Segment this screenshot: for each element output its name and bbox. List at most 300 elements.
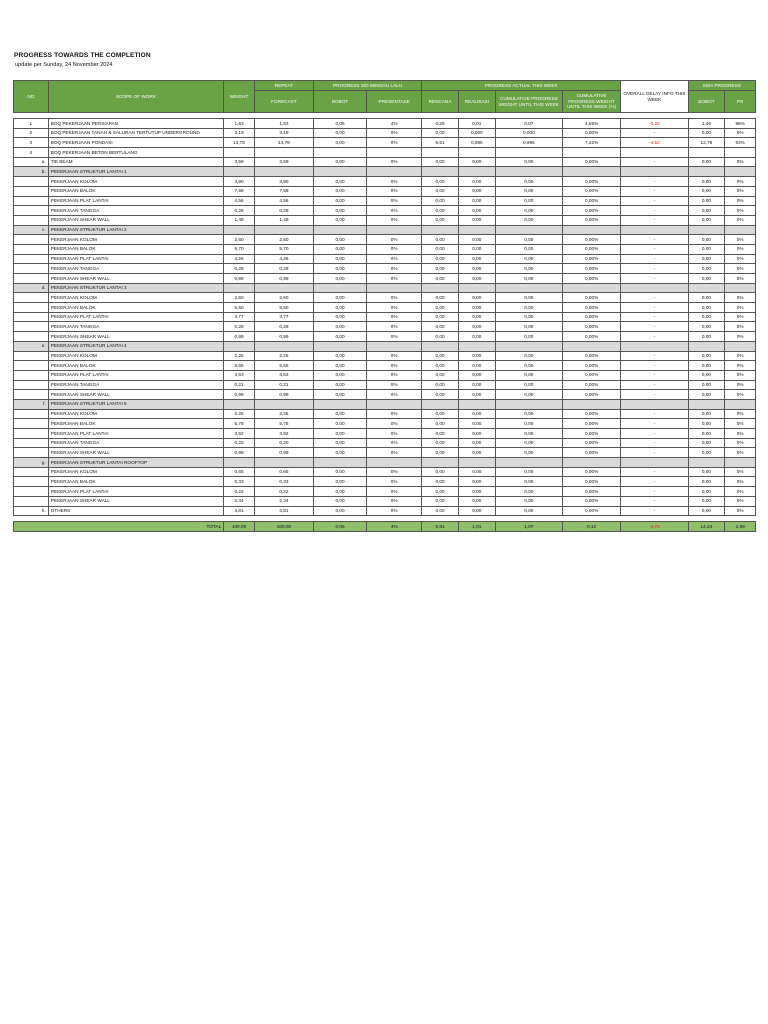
rencana-cell: 0,00: [422, 370, 459, 380]
table-row: [14, 293, 756, 303]
forecast-cell: [254, 148, 313, 158]
row-number: h.: [14, 506, 49, 516]
weight-cell: 2,25: [224, 409, 255, 419]
col-cum-weight: CUMULATIVE PROGRESS WEIGHT UNTIL THIS WEEK: [495, 91, 562, 113]
cum-weight-cell: 0,00: [495, 390, 562, 400]
sisa-bobot-cell: 0,00: [688, 312, 725, 322]
presentase-cell: 0%: [367, 177, 422, 187]
bobot-cell: 0,00: [314, 351, 367, 361]
bobot-cell: 0,00: [314, 215, 367, 225]
cum-pct-cell: 0,00%: [563, 467, 621, 477]
forecast-cell: 3,53: [254, 370, 313, 380]
rencana-cell: 0,00: [422, 351, 459, 361]
ps-cell: 0%: [725, 177, 756, 187]
forecast-cell: 0,99: [254, 390, 313, 400]
cum-weight-cell: 0,00: [495, 448, 562, 458]
realisasi-cell: 0,00: [458, 351, 495, 361]
rencana-cell: 0,00: [422, 390, 459, 400]
empty-cell: [422, 341, 459, 351]
rencana-cell: 0,00: [422, 467, 459, 477]
table-row: [14, 215, 756, 225]
row-number: [14, 332, 49, 342]
ps-cell: 0%: [725, 448, 756, 458]
cum-pct-cell: 4,65%: [563, 119, 621, 129]
cum-pct-cell: 0,00%: [563, 351, 621, 361]
row-number: [14, 274, 49, 284]
empty-cell: [621, 458, 688, 468]
table-row: [14, 128, 756, 138]
rencana-cell: 0,00: [422, 196, 459, 206]
presentase-cell: 0%: [367, 206, 422, 216]
empty-cell: [254, 341, 313, 351]
cum-pct-cell: 0,00%: [563, 438, 621, 448]
cum-pct-cell: 0,00%: [563, 157, 621, 167]
table-row: [14, 496, 756, 506]
scope-cell: PEKERJAAN STRUKTUR LANTAI 3: [48, 283, 224, 293]
empty-cell: [725, 225, 756, 235]
delay-cell: -: [621, 196, 688, 206]
forecast-cell: 0,22: [254, 487, 313, 497]
weight-cell: 4,56: [224, 196, 255, 206]
bobot-cell: 0,00: [314, 477, 367, 487]
presentase-cell: 0%: [367, 380, 422, 390]
sisa-bobot-cell: 0,00: [688, 370, 725, 380]
delay-cell: -: [621, 419, 688, 429]
realisasi-cell: 0,00: [458, 322, 495, 332]
table-row: [14, 487, 756, 497]
weight-cell: 3,92: [224, 429, 255, 439]
rencana-cell: 0,00: [422, 380, 459, 390]
rencana-cell: 0,00: [422, 312, 459, 322]
sisa-bobot-cell: 0,00: [688, 177, 725, 187]
bobot-cell: 0,00: [314, 370, 367, 380]
rencana-cell: 0,00: [422, 361, 459, 371]
delay-cell: -4,52: [621, 138, 688, 148]
cum-weight-cell: 0,00: [495, 177, 562, 187]
forecast-cell: 2,60: [254, 293, 313, 303]
col-presentase: PRESENTASE: [367, 91, 422, 113]
row-number: 4: [14, 148, 49, 158]
scope-cell: PEKERJAAN TANGGA: [48, 264, 224, 274]
presentase-cell: 0%: [367, 215, 422, 225]
ps-cell: 0%: [725, 303, 756, 313]
col-realisasi: REALISASI: [458, 91, 495, 113]
forecast-cell: 13,78: [254, 138, 313, 148]
ps-cell: 0%: [725, 467, 756, 477]
empty-cell: [314, 283, 367, 293]
weight-cell: 2,60: [224, 293, 255, 303]
empty-cell: [367, 399, 422, 409]
col-sisa-bobot: BOBOT: [688, 91, 725, 113]
table-row: [14, 506, 756, 516]
section-row: [14, 341, 756, 351]
total-cum-weight: 1,07: [495, 522, 562, 532]
col-sisa-progress: SISA PROGRESS: [688, 81, 755, 91]
cum-weight-cell: 0,00: [495, 206, 562, 216]
forecast-cell: 0,28: [254, 206, 313, 216]
realisasi-cell: 0,00: [458, 506, 495, 516]
realisasi-cell: 0,00: [458, 254, 495, 264]
ps-cell: 0%: [725, 312, 756, 322]
scope-cell: BOQ PEKERJAAN TANAH & SALURAN TERTUTUP UNDERGROUND: [48, 128, 224, 138]
scope-cell: PEKERJAAN BALOK: [48, 477, 224, 487]
delay-cell: -: [621, 467, 688, 477]
table-row: [14, 429, 756, 439]
report-title: PROGRESS TOWARDS THE COMPLETION: [14, 52, 151, 59]
scope-cell: PEKERJAAN KOLOM: [48, 235, 224, 245]
rencana-cell: 0,00: [422, 322, 459, 332]
presentase-cell: 0%: [367, 477, 422, 487]
cum-pct-cell: 0,00%: [563, 477, 621, 487]
cum-pct-cell: 0,00%: [563, 370, 621, 380]
rencana-cell: 0,00: [422, 186, 459, 196]
cum-pct-cell: 0,00%: [563, 186, 621, 196]
cum-weight-cell: 0,00: [495, 293, 562, 303]
weight-cell: 3,19: [224, 128, 255, 138]
presentase-cell: 0%: [367, 390, 422, 400]
bobot-cell: 0,00: [314, 467, 367, 477]
realisasi-cell: 0,00: [458, 361, 495, 371]
presentase-cell: 0%: [367, 409, 422, 419]
delay-cell: -: [621, 361, 688, 371]
total-realisasi: 1,01: [458, 522, 495, 532]
ps-cell: 0%: [725, 419, 756, 429]
empty-cell: [314, 167, 367, 177]
presentase-cell: 0%: [367, 264, 422, 274]
delay-cell: -: [621, 157, 688, 167]
weight-cell: 0,99: [224, 274, 255, 284]
rencana-cell: [422, 148, 459, 158]
forecast-cell: 3,59: [254, 157, 313, 167]
col-repeat: REPEAT: [254, 81, 313, 91]
row-number: [14, 477, 49, 487]
sisa-bobot-cell: 0,00: [688, 351, 725, 361]
weight-cell: 5,78: [224, 419, 255, 429]
cum-weight-cell: 0,00: [495, 429, 562, 439]
empty-cell: [367, 225, 422, 235]
realisasi-cell: 0,00: [458, 409, 495, 419]
row-number: [14, 215, 49, 225]
row-number: [14, 293, 49, 303]
scope-cell: PEKERJAAN SHEAR WALL: [48, 390, 224, 400]
scope-cell: PEKERJAAN KOLOM: [48, 351, 224, 361]
row-number: [14, 351, 49, 361]
weight-cell: 0,99: [224, 332, 255, 342]
weight-cell: 0,65: [224, 467, 255, 477]
sisa-bobot-cell: 0,00: [688, 206, 725, 216]
weight-cell: 3,90: [224, 177, 255, 187]
table-row: [14, 148, 756, 158]
sisa-bobot-cell: 0,00: [688, 506, 725, 516]
empty-cell: [422, 225, 459, 235]
delay-cell: -: [621, 487, 688, 497]
ps-cell: 0%: [725, 128, 756, 138]
row-number: [14, 438, 49, 448]
ps-cell: 0%: [725, 274, 756, 284]
scope-cell: BOQ PEKERJAAN PERSIAPAN: [48, 119, 224, 129]
col-overall-delay: OVERALL DELAY INFO THIS WEEK: [621, 81, 688, 113]
row-number: [14, 496, 49, 506]
realisasi-cell: 0,00: [458, 206, 495, 216]
cum-weight-cell: 0,00: [495, 361, 562, 371]
table-row: [14, 361, 756, 371]
scope-cell: PEKERJAAN STRUKTUR LANTAI ROOFTOP: [48, 458, 224, 468]
bobot-cell: 0,00: [314, 196, 367, 206]
weight-cell: 0,28: [224, 264, 255, 274]
realisasi-cell: 0,00: [458, 215, 495, 225]
sisa-bobot-cell: 0,00: [688, 254, 725, 264]
sisa-bobot-cell: 0,00: [688, 409, 725, 419]
sisa-bobot-cell: 0,00: [688, 448, 725, 458]
presentase-cell: 0%: [367, 351, 422, 361]
section-row: [14, 225, 756, 235]
empty-cell: [254, 283, 313, 293]
row-number: d.: [14, 283, 49, 293]
scope-cell: PEKERJAAN STRUKTUR LANTAI 1: [48, 167, 224, 177]
empty-cell: [458, 283, 495, 293]
empty-cell: [458, 225, 495, 235]
total-presentase: 4%: [367, 522, 422, 532]
delay-cell: -: [621, 370, 688, 380]
realisasi-cell: 0,00: [458, 429, 495, 439]
empty-cell: [621, 399, 688, 409]
presentase-cell: 0%: [367, 312, 422, 322]
cum-weight-cell: 0,00: [495, 467, 562, 477]
realisasi-cell: [458, 148, 495, 158]
scope-cell: BOQ PEKERJAAN BETON BERTULANG: [48, 148, 224, 158]
presentase-cell: 0%: [367, 322, 422, 332]
row-number: [14, 322, 49, 332]
row-number: [14, 419, 49, 429]
cum-weight-cell: 0,00: [495, 215, 562, 225]
delay-cell: -: [621, 390, 688, 400]
forecast-cell: 0,28: [254, 264, 313, 274]
realisasi-cell: 0,00: [458, 177, 495, 187]
empty-cell: [224, 399, 255, 409]
ps-cell: 0%: [725, 438, 756, 448]
forecast-cell: 2,34: [254, 496, 313, 506]
delay-cell: -: [621, 264, 688, 274]
realisasi-cell: 0,00: [458, 235, 495, 245]
realisasi-cell: 0,00: [458, 332, 495, 342]
realisasi-cell: 0,00: [458, 496, 495, 506]
empty-cell: [688, 167, 725, 177]
cum-pct-cell: 0,00%: [563, 293, 621, 303]
table-row: [14, 409, 756, 419]
ps-cell: 0%: [725, 215, 756, 225]
sisa-bobot-cell: 0,00: [688, 196, 725, 206]
empty-cell: [224, 283, 255, 293]
delay-cell: -: [621, 380, 688, 390]
empty-cell: [688, 458, 725, 468]
scope-cell: PEKERJAAN KOLOM: [48, 467, 224, 477]
cum-pct-cell: 0,00%: [563, 419, 621, 429]
realisasi-cell: 0,00: [458, 419, 495, 429]
weight-cell: 0,33: [224, 477, 255, 487]
empty-cell: [367, 167, 422, 177]
cum-weight-cell: 0,00: [495, 370, 562, 380]
sisa-bobot-cell: 0,00: [688, 380, 725, 390]
forecast-cell: 0,65: [254, 467, 313, 477]
cum-pct-cell: 0,00%: [563, 215, 621, 225]
delay-cell: -: [621, 409, 688, 419]
empty-cell: [688, 225, 725, 235]
table-row: [14, 177, 756, 187]
forecast-cell: 0,99: [254, 448, 313, 458]
bobot-cell: 0,00: [314, 293, 367, 303]
forecast-cell: 3,92: [254, 429, 313, 439]
total-bobot: 0,06: [314, 522, 367, 532]
cum-pct-cell: 0,00%: [563, 496, 621, 506]
presentase-cell: 0%: [367, 419, 422, 429]
realisasi-cell: 0,00: [458, 274, 495, 284]
scope-cell: PEKERJAAN TANGGA: [48, 206, 224, 216]
realisasi-cell: 0,00: [458, 264, 495, 274]
empty-cell: [224, 167, 255, 177]
weight-cell: [224, 148, 255, 158]
rencana-cell: 0,00: [422, 303, 459, 313]
bobot-cell: 0,00: [314, 506, 367, 516]
bobot-cell: 0,00: [314, 177, 367, 187]
table-row: [14, 477, 756, 487]
cum-weight-cell: 0,995: [495, 138, 562, 148]
weight-cell: 7,58: [224, 186, 255, 196]
ps-cell: [725, 148, 756, 158]
weight-cell: 0,22: [224, 487, 255, 497]
sisa-bobot-cell: 1,46: [688, 119, 725, 129]
forecast-cell: 7,58: [254, 186, 313, 196]
sisa-bobot-cell: 0,00: [688, 293, 725, 303]
col-rencana: RENCANA: [422, 91, 459, 113]
bobot-cell: 0,00: [314, 380, 367, 390]
cum-weight-cell: 0,00: [495, 506, 562, 516]
scope-cell: PEKERJAAN PLAT LANTAI: [48, 487, 224, 497]
row-number: [14, 235, 49, 245]
table-header: [14, 81, 756, 113]
cum-pct-cell: 0,00%: [563, 312, 621, 322]
cum-weight-cell: 0,00: [495, 312, 562, 322]
cum-pct-cell: 0,00%: [563, 487, 621, 497]
total-row: [14, 522, 756, 532]
sisa-bobot-cell: 12,78: [688, 138, 725, 148]
rencana-cell: 0,00: [422, 128, 459, 138]
empty-cell: [254, 399, 313, 409]
sisa-bobot-cell: 0,00: [688, 429, 725, 439]
weight-cell: 3,81: [224, 506, 255, 516]
ps-cell: 0%: [725, 477, 756, 487]
cum-pct-cell: 0,00%: [563, 128, 621, 138]
empty-cell: [314, 341, 367, 351]
realisasi-cell: 0,00: [458, 370, 495, 380]
presentase-cell: 0%: [367, 244, 422, 254]
ps-cell: 0%: [725, 429, 756, 439]
delay-cell: -: [621, 235, 688, 245]
realisasi-cell: 0,00: [458, 312, 495, 322]
cum-weight-cell: 0,00: [495, 419, 562, 429]
ps-cell: 0%: [725, 196, 756, 206]
cum-pct-cell: 0,00%: [563, 506, 621, 516]
progress-table: [13, 80, 756, 532]
cum-weight-cell: 0,00: [495, 264, 562, 274]
cum-weight-cell: 0,07: [495, 119, 562, 129]
weight-cell: 5,70: [224, 244, 255, 254]
sisa-bobot-cell: 0,00: [688, 128, 725, 138]
cum-weight-cell: 0,00: [495, 477, 562, 487]
empty-cell: [563, 167, 621, 177]
empty-cell: [314, 225, 367, 235]
forecast-cell: 2,25: [254, 409, 313, 419]
row-number: [14, 361, 49, 371]
cum-weight-cell: 0,00: [495, 303, 562, 313]
bobot-cell: 0,00: [314, 322, 367, 332]
cum-weight-cell: 0,00: [495, 254, 562, 264]
presentase-cell: [367, 148, 422, 158]
delay-cell: -: [621, 293, 688, 303]
scope-cell: TIE BEAM: [48, 157, 224, 167]
sisa-bobot-cell: [688, 148, 725, 158]
scope-cell: PEKERJAAN BALOK: [48, 361, 224, 371]
forecast-cell: 5,65: [254, 361, 313, 371]
empty-cell: [621, 283, 688, 293]
cum-weight-cell: 0,00: [495, 244, 562, 254]
ps-cell: 0%: [725, 332, 756, 342]
section-row: [14, 399, 756, 409]
empty-cell: [458, 341, 495, 351]
realisasi-cell: 0,00: [458, 390, 495, 400]
cum-weight-cell: 0,00: [495, 496, 562, 506]
empty-cell: [563, 458, 621, 468]
rencana-cell: 0,00: [422, 264, 459, 274]
weight-cell: 2,34: [224, 496, 255, 506]
table-row: [14, 448, 756, 458]
scope-cell: PEKERJAAN PLAT LANTAI: [48, 196, 224, 206]
ps-cell: 0%: [725, 351, 756, 361]
delay-cell: [621, 148, 688, 158]
cum-weight-cell: 0,00: [495, 487, 562, 497]
cum-pct-cell: 0,00%: [563, 244, 621, 254]
empty-cell: [495, 458, 562, 468]
sisa-bobot-cell: 0,00: [688, 419, 725, 429]
bobot-cell: 0,00: [314, 390, 367, 400]
scope-cell: PEKERJAAN SHEAR WALL: [48, 448, 224, 458]
realisasi-cell: 0,000: [458, 128, 495, 138]
cum-weight-cell: 0,00: [495, 438, 562, 448]
ps-cell: 0%: [725, 380, 756, 390]
scope-cell: PEKERJAAN PLAT LANTAI: [48, 254, 224, 264]
forecast-cell: 0,20: [254, 438, 313, 448]
forecast-cell: 4,26: [254, 254, 313, 264]
table-row: [14, 322, 756, 332]
total-forecast: 100,00: [254, 522, 313, 532]
table-row: [14, 370, 756, 380]
empty-cell: [725, 458, 756, 468]
forecast-cell: 3,90: [254, 177, 313, 187]
sisa-bobot-cell: 0,00: [688, 332, 725, 342]
table-row: [14, 380, 756, 390]
total-cum-pct: 0,12: [563, 522, 621, 532]
total-rencana: 5,81: [422, 522, 459, 532]
weight-cell: 3,59: [224, 157, 255, 167]
weight-cell: 0,99: [224, 448, 255, 458]
cum-pct-cell: 0,00%: [563, 235, 621, 245]
weight-cell: 2,60: [224, 235, 255, 245]
row-number: [14, 244, 49, 254]
bobot-cell: 0,00: [314, 157, 367, 167]
rencana-cell: 0,00: [422, 477, 459, 487]
cum-weight-cell: 0,00: [495, 332, 562, 342]
forecast-cell: 3,77: [254, 312, 313, 322]
weight-cell: 0,28: [224, 322, 255, 332]
